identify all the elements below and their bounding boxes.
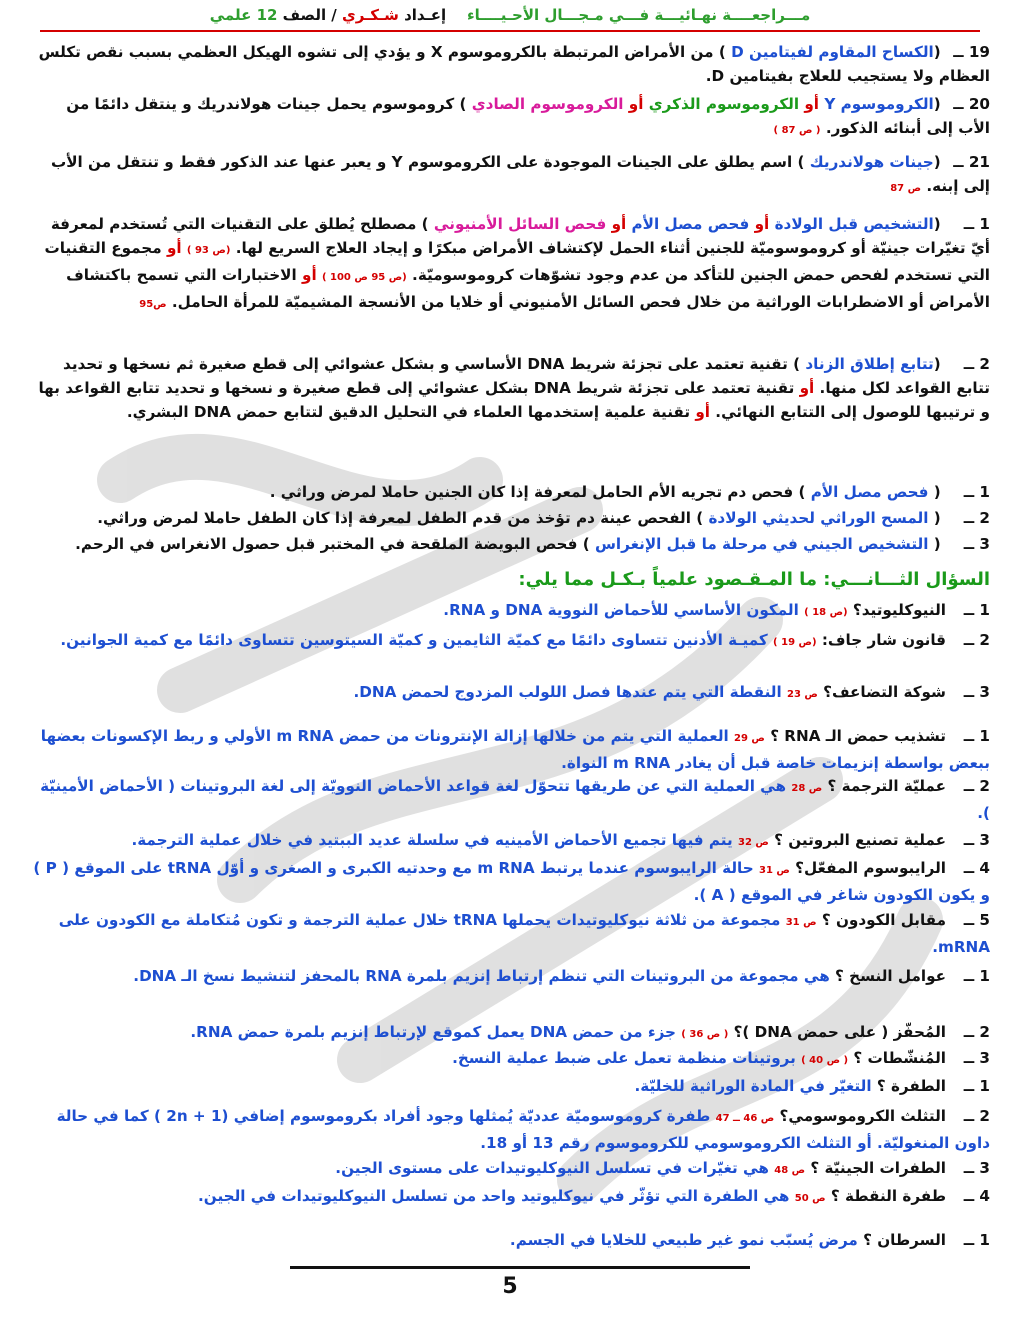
definition-item: 1 ــالنيوكليوتيد؟ (ص 18 ) المكون الأساسي للأحماض النووية DNA و RNA.	[443, 601, 990, 619]
term: الكساح المقاوم لفيتامين D	[731, 43, 934, 61]
definition-item: 3 ــالطفرات الجينيّة ؟ ص 48 هي تغيّرات في تسلسل النيوكليوتيدات على مستوى الجين.	[335, 1159, 990, 1177]
page-ref: ص 46 ــ 47	[715, 1113, 775, 1124]
term: فحص مصل الأم	[631, 215, 750, 233]
term: التشخيص قبل الولادة	[774, 215, 934, 233]
term: الكروموسوم الذكري	[648, 95, 800, 113]
page-ref: ص 32	[737, 837, 769, 848]
list-item: 1 ــ ( فحص مصل الأم ) فحص دم تجريه الأم الحامل لمعرفة إذا كان الجنين حاملا لمرض وراثي .	[269, 483, 990, 501]
page-ref: (ص 95 ص 100 )	[321, 272, 407, 283]
header-title: مـــراجعــــة نهـائيـــة فـــي مـجـــال الأحـيــــاء	[467, 6, 811, 24]
term: تتابع إطلاق الزناد	[805, 355, 934, 373]
header-prepared: إعـداد	[404, 6, 447, 24]
header-grade: 12 علمي	[209, 6, 278, 24]
list-item: 21 ــ (جينات هولاندريك ) اسم يطلق على الجينات الموجودة على الكروموسوم Y و يعبر عنها عند الذكور فقط و تنتقل من الأب إلى إبنه. ص 87	[50, 153, 990, 195]
page-ref: ص 31	[759, 865, 790, 876]
definition-item: 2 ــالمُحفّز ( على حمض DNA )؟ ( ص 36 ) جزء من حمض DNA يعمل كموقع لإرتباط إنزيم بلمرة حمض RNA.	[190, 1023, 990, 1041]
page-number: 5	[502, 1274, 518, 1299]
definition-item: 4 ــطفرة النقطة ؟ ص 50 هي الطفرة التي تؤثّر في نيوكليوتيد واحد من تسلسل النيوكليوتيدات في الجين.	[198, 1187, 990, 1205]
page-header	[0, 2, 1020, 28]
list-item: 2 ــ (تتابع إطلاق الزناد ) تقنية تعتمد على تجزئة شريط DNA الأساسي و بشكل عشوائي إلى قطع صغيرة ثم نسخها و تحديد تتابع القواعد لكل منها. أو تقنية تعتمد على تجزئة شريط DNA بشكل عشوائي إلى قطع صغيرة و نسخها و تحديد تتابع القواعد بها و ترتيبها للوصول إلى التتابع النهائي. أو تقنية علمية إستخدمها العلماء في التحليل الدقيق لتتابع حمض DNA البشري.	[38, 355, 990, 421]
definition-item: 2 ــقانون شار جاف: (ص 19 ) كميـة الأدنين تتساوى دائمًا مع كميّة الثايمين و كميّة السيتوسين تتساوى دائمًا مع كمية الجوانين.	[60, 631, 990, 649]
definition-item: 1 ــالسرطان ؟ مرض يُسبّب نمو غير طبيعي للخلايا في الجسم.	[509, 1231, 990, 1249]
definition-item: 1 ــتشذيب حمض الـ RNA ؟ ص 29 العملية التي يتم من خلالها إزالة الإنترونات من حمض m RNA الأولي و ربط الإكسونات بعضها ببعض بواسطة إنزيمات خاصة قبل أن يغادر m RNA النواة.	[40, 727, 990, 772]
list-item: 19 ــ (الكساح المقاوم لفيتامين D ) من الأمراض المرتبطة بالكروموسوم X و يؤدي إلى تشوه الهيكل العظمي بسبب نقص تكلس العظام ولا يستجيب للعلاج بفيتامين D.	[38, 43, 990, 85]
definition-item: 3 ــعملية تصنيع البروتين ؟ ص 32 يتم فيها تجميع الأحماض الأمينيه في سلسلة عديد الببتيد في خلال عملية الترجمة.	[131, 831, 990, 849]
definition-item: 2 ــعمليّة الترجمة ؟ ص 28 هي العملية التي عن طريقها تتحوّل لغة قواعد الأحماض النوويّة إلى لغة البروتينات ( الأحماض الأمينيّة ).	[40, 777, 990, 822]
page-ref: ص 29	[734, 733, 765, 744]
term: فحص السائل الأمنيوني	[433, 215, 607, 233]
term: المسح الوراثي لحديثي الولادة	[708, 509, 929, 527]
page-ref: ص 23	[787, 689, 818, 700]
list-item: 2 ــ ( المسح الوراثي لحديثي الولادة ) الفحص عينة دم تؤخذ من قدم الطفل لمعرفة إذا كان الطفل حاملا لمرض وراثي.	[97, 509, 990, 527]
page-ref: ص95	[139, 299, 167, 310]
term: الكروموسوم Y	[824, 95, 934, 113]
header-class-label: / الصف	[282, 6, 337, 24]
page-ref: (ص 93 )	[186, 245, 231, 256]
section-title: السؤال الثـــانـــي: ما المـقـصود علمياً بـكـل مما يلي:	[518, 569, 990, 590]
page-ref: ( ص 40 )	[801, 1055, 849, 1066]
definition-item: 1 ــعوامل النسخ ؟ هي مجموعة من البروتينات التي تنظم إرتباط إنزيم بلمرة RNA بالمحفز لتنشيط نسخ الـ DNA.	[133, 967, 990, 985]
term: جينات هولاندريك	[809, 153, 934, 171]
page-ref: ( ص 36 )	[681, 1029, 729, 1040]
definition-item: 3 ــشوكة التضاعف؟ ص 23 النقطة التي يتم عندها فصل اللولب المزدوج لحمض DNA.	[353, 683, 990, 701]
term: الكروموسوم الصادي	[471, 95, 624, 113]
page-ref: ص 50	[794, 1193, 826, 1204]
header-author: شـكـري	[342, 6, 399, 24]
list-item: 3 ــ ( التشخيص الجيني في مرحلة ما قبل الإنغراس ) فحص البويضة الملقحة في المختبر قبل حصول الانغراس في الرحم.	[75, 535, 990, 553]
page-ref: ص 31	[785, 917, 817, 928]
page-ref: (ص 19 )	[773, 637, 817, 648]
page-ref: ص 48	[774, 1165, 806, 1176]
page-ref: ( ص 87 )	[773, 125, 821, 136]
header-divider	[40, 30, 980, 32]
page-ref: (ص 18 )	[804, 607, 848, 618]
definition-item: 5 ــمقابل الكودون ؟ ص 31 مجموعة من ثلاثة نيوكليوتيدات يحملها tRNA خلال عملية الترجمة و تكون مُتكاملة مع الكودون على mRNA.	[58, 911, 990, 956]
page-ref: ص 87	[890, 183, 922, 194]
term: فحص مصل الأم	[810, 483, 929, 501]
page-ref: ص 28	[791, 783, 823, 794]
definition-item: 3 ــالمُنشّطات ؟ ( ص 40 ) بروتينات منظمة تعمل على ضبط عملية النسخ.	[452, 1049, 990, 1067]
footer-divider	[290, 1266, 750, 1269]
definition-item: 2 ــالتثلث الكروموسومي؟ ص 46 ــ 47 طفرة كروموسوميّة عدديّة يُمثلها وجود أفراد بكروموسوم إضافي (1 + 2n ) كما في حالة داون المنغوليّة. أو التثلث الكروموسومي للكروموسوم رقم 13 أو 18.	[56, 1107, 990, 1152]
definition-item: 1 ــالطفرة ؟ التغيّر في المادة الوراثية للخليّة.	[634, 1077, 990, 1095]
term: التشخيص الجيني في مرحلة ما قبل الإنغراس	[594, 535, 929, 553]
list-item: 20 ــ (الكروموسوم Y أو الكروموسوم الذكري أو الكروموسوم الصادي ) كروموسوم يحمل جينات هولاندريك و ينتقل دائمًا من الأب إلى أبنائه الذكور. ( ص 87 )	[66, 95, 990, 137]
list-item: 1 ــ (التشخيص قبل الولادة أو فحص مصل الأم أو فحص السائل الأمنيوني ) مصطلح يُطلق على التقنيات التي تُستخدم لمعرفة أيّ تغيّرات جينيّة أو كروموسوميّة للجنين أثناء الحمل لإكتشاف الأمراض مبكرًا و إيجاد العلاج السريع لها. (ص 93 ) أو مجموع التقنيات التي تستخدم لفحص حمض الجنين للتأكد من عدم وجود تشوّهات كروموسوميّة. (ص 95 ص 100 ) أو الاختبارات التي تسمح باكتشاف الأمراض أو الاضطرابات الوراثية من خلال فحص السائل الأمنيوني أو خلايا من الأنسجة المشيميّة للمرأة الحامل. ص95	[44, 215, 990, 311]
definition-item: 4 ــالرايبوسوم المفعّل؟ ص 31 حالة الرايبوسوم عندما يرتبط m RNA مع وحدتيه الكبرى و الصغرى و أوّل tRNA على الموقع ( P ) و يكون الكودون شاغر في الموقع ( A ).	[33, 859, 990, 904]
